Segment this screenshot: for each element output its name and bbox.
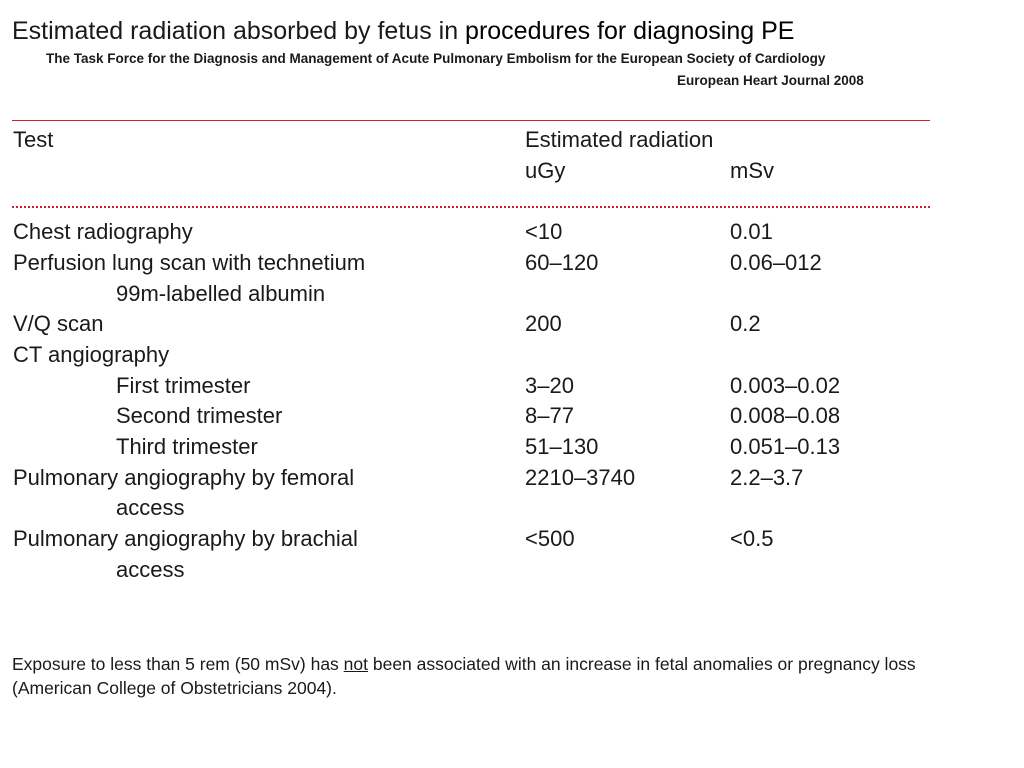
cell-ugy: 200 xyxy=(525,311,562,336)
table-row xyxy=(0,400,1024,431)
cell-msv: 0.01 xyxy=(730,219,773,244)
table-row xyxy=(0,523,1024,554)
header-row-2 xyxy=(0,155,1024,186)
table-row xyxy=(0,339,1024,370)
cell-test: Perfusion lung scan with technetium xyxy=(13,250,366,275)
header-test: Test xyxy=(13,127,54,152)
header-unit-ugy: uGy xyxy=(525,158,566,183)
subtitle: The Task Force for the Diagnosis and Management of Acute Pulmonary Embolism for the European Society of Cardiology xyxy=(46,51,826,66)
cell-ugy: <10 xyxy=(525,219,563,244)
cell-msv: 0.051–0.13 xyxy=(730,434,841,459)
cell-test: V/Q scan xyxy=(13,311,104,336)
dotted-divider xyxy=(12,206,930,208)
cell-msv: 0.003–0.02 xyxy=(730,373,841,398)
table-row xyxy=(0,370,1024,401)
title-part-1: Estimated radiation absorbed by fetus in xyxy=(12,17,466,45)
cell-msv: 0.2 xyxy=(730,311,761,336)
cell-ugy: 3–20 xyxy=(525,373,574,398)
source-citation: European Heart Journal 2008 xyxy=(677,73,864,88)
footnote-emphasis: not xyxy=(343,654,368,674)
table-row xyxy=(0,492,1024,523)
table-row xyxy=(0,308,1024,339)
table-row xyxy=(0,462,1024,493)
cell-test: access xyxy=(116,557,185,582)
cell-test: Third trimester xyxy=(116,434,258,459)
cell-ugy: 60–120 xyxy=(525,250,599,275)
cell-ugy: 51–130 xyxy=(525,434,599,459)
cell-ugy: 8–77 xyxy=(525,403,574,428)
header-estimated: Estimated radiation xyxy=(525,127,714,152)
cell-test: Chest radiography xyxy=(13,219,193,244)
cell-test: CT angiography xyxy=(13,342,170,367)
cell-test: Pulmonary angiography by femoral xyxy=(13,465,355,490)
header-row-1 xyxy=(0,124,1024,155)
cell-test: First trimester xyxy=(116,373,251,398)
table-row xyxy=(0,247,1024,278)
cell-msv: 0.008–0.08 xyxy=(730,403,841,428)
footnote-text-after: been associated with an increase in fetal anomalies or pregnancy loss (American College of Obstetricians 2004). xyxy=(12,654,916,698)
footnote xyxy=(12,652,942,700)
cell-test: Second trimester xyxy=(116,403,283,428)
cell-msv: 0.06–012 xyxy=(730,250,822,275)
cell-test: 99m-labelled albumin xyxy=(116,281,326,306)
table-row xyxy=(0,431,1024,462)
cell-test: access xyxy=(116,495,185,520)
slide-title xyxy=(12,15,794,47)
header-rule xyxy=(12,120,930,121)
cell-msv: 2.2–3.7 xyxy=(730,465,804,490)
footnote-text-before: Exposure to less than 5 rem (50 mSv) has xyxy=(12,654,344,674)
title-part-2: procedures for diagnosing PE xyxy=(465,17,795,45)
cell-ugy: 2210–3740 xyxy=(525,465,636,490)
table-row xyxy=(0,554,1024,585)
cell-msv: <0.5 xyxy=(730,526,774,551)
table-row xyxy=(0,278,1024,309)
header-unit-msv: mSv xyxy=(730,158,774,183)
cell-test: Pulmonary angiography by brachial xyxy=(13,526,358,551)
cell-ugy: <500 xyxy=(525,526,575,551)
table-row xyxy=(0,216,1024,247)
